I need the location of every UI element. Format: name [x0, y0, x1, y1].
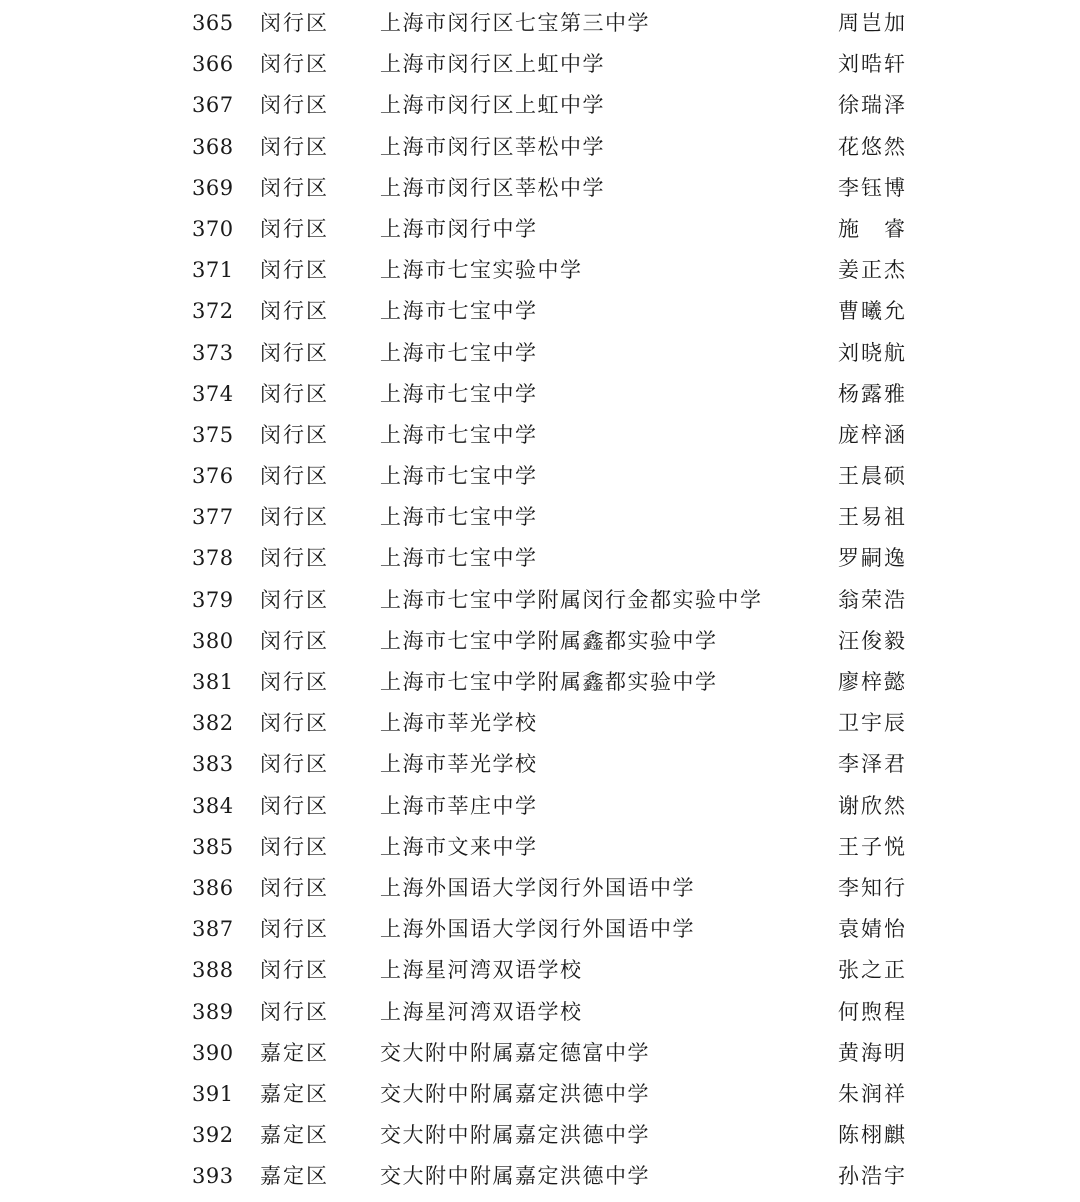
table-row	[0, 786, 1080, 827]
row-number: 384	[192, 793, 234, 818]
row-school: 上海市七宝中学附属鑫都实验中学	[380, 628, 718, 653]
row-school: 上海市闵行区七宝第三中学	[380, 11, 650, 35]
row-school: 上海市闵行区莘松中学	[380, 175, 605, 200]
row-student-name: 李钰博	[838, 175, 907, 200]
row-number: 366	[192, 52, 234, 77]
row-number: 391	[192, 1081, 234, 1106]
award-list	[0, 3, 1080, 1197]
row-number: 375	[192, 422, 234, 447]
row-number: 365	[192, 11, 234, 35]
table-row	[0, 580, 1080, 621]
row-school: 上海市七宝中学	[380, 340, 538, 365]
row-school: 上海星河湾双语学校	[380, 958, 583, 983]
row-number: 387	[192, 917, 234, 942]
row-student-name: 花悠然	[838, 134, 907, 159]
row-school: 上海市莘光学校	[380, 752, 538, 777]
row-school: 上海市七宝中学	[380, 422, 538, 447]
row-student-name: 廖梓懿	[838, 670, 907, 694]
row-student-name: 袁婧怡	[838, 917, 907, 942]
row-student-name: 施 睿	[838, 216, 907, 241]
row-school: 上海外国语大学闵行外国语中学	[380, 917, 695, 942]
row-student-name: 黄海明	[838, 1040, 907, 1065]
row-school: 上海市莘庄中学	[380, 793, 538, 818]
row-number: 381	[192, 670, 234, 694]
table-row	[0, 3, 1080, 44]
table-row	[0, 950, 1080, 991]
row-school: 上海市七宝中学	[380, 546, 538, 571]
row-student-name: 孙浩宇	[838, 1164, 907, 1189]
row-school: 上海市七宝中学附属鑫都实验中学	[380, 670, 718, 694]
row-student-name: 李知行	[838, 875, 907, 900]
row-number: 367	[192, 93, 234, 118]
table-row	[0, 44, 1080, 85]
row-student-name: 杨露雅	[838, 381, 907, 406]
row-student-name: 陈栩麒	[838, 1123, 907, 1148]
table-row	[0, 621, 1080, 662]
row-student-name: 王子悦	[838, 834, 907, 859]
row-student-name: 徐瑞泽	[838, 93, 907, 118]
table-row	[0, 250, 1080, 291]
table-row	[0, 456, 1080, 497]
row-student-name: 卫宇辰	[838, 711, 907, 736]
table-row	[0, 127, 1080, 168]
row-district: 闵行区	[260, 422, 329, 447]
row-student-name: 何煦程	[838, 999, 907, 1024]
row-student-name: 李泽君	[838, 752, 907, 777]
row-district: 闵行区	[260, 670, 329, 694]
row-school: 上海市文来中学	[380, 834, 538, 859]
row-district: 闵行区	[260, 258, 329, 283]
row-district: 嘉定区	[260, 1164, 329, 1189]
row-number: 385	[192, 834, 234, 859]
row-number: 389	[192, 999, 234, 1024]
row-number: 386	[192, 875, 234, 900]
row-number: 377	[192, 505, 234, 530]
row-student-name: 张之正	[838, 958, 907, 983]
row-student-name: 王易祖	[838, 505, 907, 530]
row-district: 闵行区	[260, 216, 329, 241]
row-number: 383	[192, 752, 234, 777]
row-district: 闵行区	[260, 340, 329, 365]
row-student-name: 曹曦允	[838, 299, 907, 324]
row-district: 闵行区	[260, 134, 329, 159]
row-number: 390	[192, 1040, 234, 1065]
row-number: 374	[192, 381, 234, 406]
row-district: 闵行区	[260, 546, 329, 571]
row-district: 闵行区	[260, 464, 329, 489]
table-row	[0, 703, 1080, 744]
row-student-name: 刘晧轩	[838, 52, 907, 77]
row-district: 闵行区	[260, 793, 329, 818]
row-student-name: 刘晓航	[838, 340, 907, 365]
table-row	[0, 992, 1080, 1033]
row-student-name: 翁荣浩	[838, 587, 907, 612]
row-district: 闵行区	[260, 299, 329, 324]
row-district: 闵行区	[260, 917, 329, 942]
row-number: 380	[192, 628, 234, 653]
row-district: 闵行区	[260, 834, 329, 859]
row-school: 上海市七宝实验中学	[380, 258, 583, 283]
table-row	[0, 1115, 1080, 1156]
row-student-name: 庞梓涵	[838, 422, 907, 447]
table-row	[0, 415, 1080, 456]
row-school: 上海市闵行区上虹中学	[380, 93, 605, 118]
row-school: 交大附中附属嘉定洪德中学	[380, 1164, 650, 1189]
row-district: 闵行区	[260, 587, 329, 612]
table-row	[0, 168, 1080, 209]
row-district: 闵行区	[260, 958, 329, 983]
row-school: 交大附中附属嘉定洪德中学	[380, 1123, 650, 1148]
row-district: 闵行区	[260, 999, 329, 1024]
row-number: 393	[192, 1164, 234, 1189]
table-row	[0, 1156, 1080, 1197]
row-district: 闵行区	[260, 628, 329, 653]
table-row	[0, 1033, 1080, 1074]
row-number: 373	[192, 340, 234, 365]
table-row	[0, 291, 1080, 332]
row-school: 交大附中附属嘉定洪德中学	[380, 1081, 650, 1106]
row-number: 382	[192, 711, 234, 736]
row-district: 闵行区	[260, 711, 329, 736]
row-school: 交大附中附属嘉定德富中学	[380, 1040, 650, 1065]
row-number: 388	[192, 958, 234, 983]
row-student-name: 汪俊毅	[838, 628, 907, 653]
table-row	[0, 868, 1080, 909]
table-row	[0, 909, 1080, 950]
row-student-name: 朱润祥	[838, 1081, 907, 1106]
row-district: 闵行区	[260, 875, 329, 900]
table-row	[0, 662, 1080, 703]
row-number: 371	[192, 258, 234, 283]
row-district: 嘉定区	[260, 1123, 329, 1148]
row-district: 闵行区	[260, 505, 329, 530]
row-school: 上海市七宝中学	[380, 464, 538, 489]
row-district: 闵行区	[260, 11, 329, 35]
row-student-name: 姜正杰	[838, 258, 907, 283]
row-district: 闵行区	[260, 52, 329, 77]
row-district: 闵行区	[260, 752, 329, 777]
table-row	[0, 85, 1080, 126]
row-district: 嘉定区	[260, 1040, 329, 1065]
row-number: 369	[192, 175, 234, 200]
table-row	[0, 744, 1080, 785]
table-row	[0, 209, 1080, 250]
row-student-name: 谢欣然	[838, 793, 907, 818]
row-school: 上海市闵行区莘松中学	[380, 134, 605, 159]
row-school: 上海市闵行区上虹中学	[380, 52, 605, 77]
row-number: 376	[192, 464, 234, 489]
row-number: 392	[192, 1123, 234, 1148]
row-district: 闵行区	[260, 175, 329, 200]
row-number: 378	[192, 546, 234, 571]
row-number: 379	[192, 587, 234, 612]
row-school: 上海市七宝中学	[380, 505, 538, 530]
table-row	[0, 1074, 1080, 1115]
row-number: 370	[192, 216, 234, 241]
row-school: 上海市闵行中学	[380, 216, 538, 241]
row-school: 上海市七宝中学	[380, 299, 538, 324]
table-row	[0, 538, 1080, 579]
table-row	[0, 827, 1080, 868]
row-student-name: 周岂加	[838, 11, 907, 35]
table-row	[0, 497, 1080, 538]
row-number: 372	[192, 299, 234, 324]
table-row	[0, 374, 1080, 415]
row-number: 368	[192, 134, 234, 159]
row-student-name: 王晨硕	[838, 464, 907, 489]
row-school: 上海市七宝中学附属闵行金都实验中学	[380, 587, 763, 612]
row-school: 上海市七宝中学	[380, 381, 538, 406]
row-school: 上海星河湾双语学校	[380, 999, 583, 1024]
row-district: 闵行区	[260, 93, 329, 118]
row-student-name: 罗嗣逸	[838, 546, 907, 571]
row-district: 闵行区	[260, 381, 329, 406]
table-row	[0, 333, 1080, 374]
row-school: 上海外国语大学闵行外国语中学	[380, 875, 695, 900]
row-district: 嘉定区	[260, 1081, 329, 1106]
row-school: 上海市莘光学校	[380, 711, 538, 736]
